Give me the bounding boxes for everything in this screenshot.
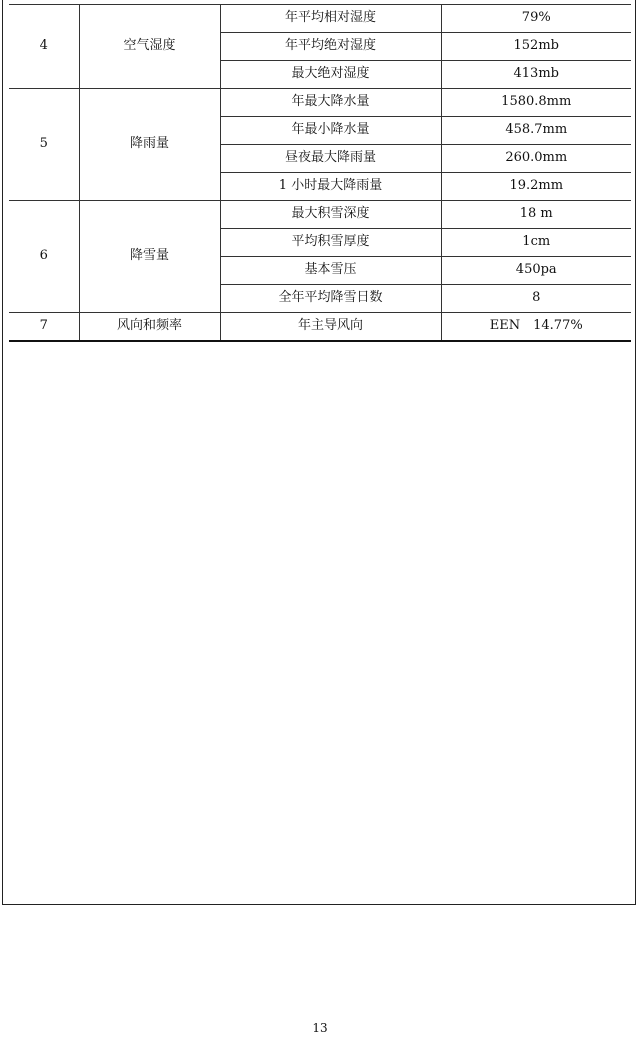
- item-cell: 昼夜最大降雨量: [220, 145, 441, 173]
- value-cell: 79%: [441, 5, 631, 33]
- item-cell: 平均积雪厚度: [220, 229, 441, 257]
- category-cell: 风向和频率: [79, 313, 220, 342]
- item-cell: 最大绝对湿度: [220, 61, 441, 89]
- item-cell: 1 小时最大降雨量: [220, 173, 441, 201]
- item-cell: 基本雪压: [220, 257, 441, 285]
- value-cell: 1580.8mm: [441, 89, 631, 117]
- row-number: 7: [9, 313, 79, 342]
- category-cell: 降雨量: [79, 89, 220, 201]
- value-cell: 8: [441, 285, 631, 313]
- value-cell: 18 m: [441, 201, 631, 229]
- value-cell: 450pa: [441, 257, 631, 285]
- climate-data-table: [9, 4, 631, 342]
- value-cell: 19.2mm: [441, 173, 631, 201]
- item-cell: 年主导风向: [220, 313, 441, 342]
- item-cell: 全年平均降雪日数: [220, 285, 441, 313]
- item-cell: 年最大降水量: [220, 89, 441, 117]
- row-number: 6: [9, 201, 79, 313]
- value-cell: 413mb: [441, 61, 631, 89]
- page-number: 13: [312, 1021, 328, 1035]
- table-row: [9, 89, 631, 117]
- value-cell: 1cm: [441, 229, 631, 257]
- value-cell: 152mb: [441, 33, 631, 61]
- table-row: [9, 313, 631, 342]
- category-cell: 降雪量: [79, 201, 220, 313]
- value-cell: EEN 14.77%: [441, 313, 631, 342]
- value-cell: 458.7mm: [441, 117, 631, 145]
- item-cell: 年平均相对湿度: [220, 5, 441, 33]
- item-cell: 年最小降水量: [220, 117, 441, 145]
- item-cell: 年平均绝对湿度: [220, 33, 441, 61]
- value-cell: 260.0mm: [441, 145, 631, 173]
- table-row: [9, 5, 631, 33]
- category-cell: 空气湿度: [79, 5, 220, 89]
- table-row: [9, 201, 631, 229]
- item-cell: 最大积雪深度: [220, 201, 441, 229]
- row-number: 4: [9, 5, 79, 89]
- row-number: 5: [9, 89, 79, 201]
